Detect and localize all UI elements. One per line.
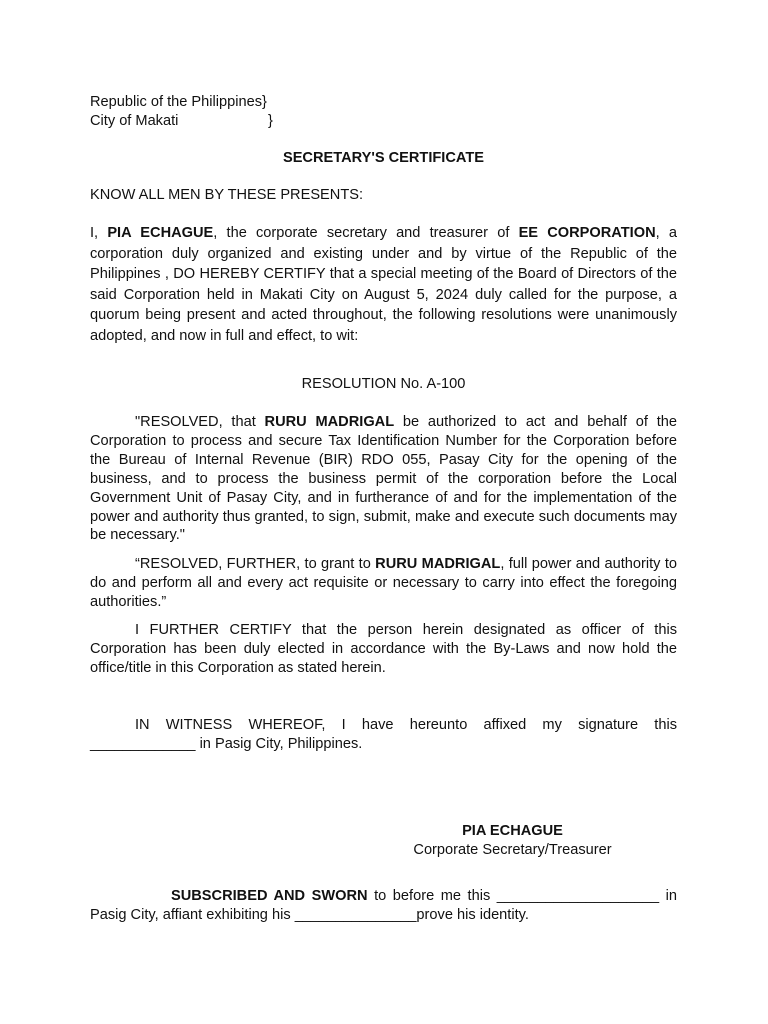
- document-page: [90, 0, 677, 1024]
- resolution-1-name: RURU MADRIGAL: [264, 414, 395, 430]
- resolution-1-text-2: be authorized to act and behalf of the Corporation to process and secure Tax Identification Number for the Corporation before the Bureau of Internal Revenue (BIR) RDO 055, Pasay City for the opening of the business, and to process the business permit of the corporation before the Local Government Unit of Pasay City, and in furtherance of and for the implementation of the power and authority thus granted, to sign, submit, make and execute such documents may be necessary.": [90, 414, 677, 544]
- signatory-name: PIA ECHAGUE: [462, 823, 563, 839]
- document-title: SECRETARY'S CERTIFICATE: [282, 150, 485, 166]
- venue-city-name: City of Makati: [90, 113, 179, 129]
- jurat-line-1-rest: to before me this ____________________ in: [367, 888, 677, 904]
- intro-text-3: , a corporation duly organized and existing under and by virtue of the Republic of the Philippines , DO HEREBY CERTIFY that a special meeting of the Board of Directors of the said Corporation held in Makati City on August 5, 2024 duly called for the purpose, a quorum being present and acted throughout, the following resolutions were unanimously adopted, and now in full and effect, to wit:: [90, 225, 677, 344]
- jurat-line-1: [171, 887, 677, 906]
- venue-city: [90, 112, 273, 131]
- venue-city-brace: }: [268, 113, 273, 129]
- intro-paragraph: [90, 223, 677, 346]
- venue-republic: Republic of the Philippines}: [90, 94, 267, 110]
- witness-paragraph: IN WITNESS WHEREOF, I have hereunto affixed my signature this _____________ in Pasig City, Philippines.: [90, 717, 677, 752]
- intro-text-1: I,: [90, 225, 108, 241]
- resolution-1: [90, 413, 677, 545]
- secretary-name: PIA ECHAGUE: [107, 225, 214, 241]
- further-certify-paragraph: I FURTHER CERTIFY that the person herein designated as officer of this Corporation has been duly elected in accordance with the By-Laws and now hold the office/title in this Corporation as stated herein.: [90, 622, 677, 676]
- resolution-2: [90, 555, 677, 612]
- intro-text-2: , the corporate secretary and treasurer of: [213, 225, 519, 241]
- resolution-title: RESOLUTION No. A-100: [301, 376, 466, 392]
- resolution-2-name: RURU MADRIGAL: [375, 556, 501, 572]
- jurat-line-2: Pasig City, affiant exhibiting his _______________prove his identity.: [90, 907, 529, 923]
- resolution-2-text-1: “RESOLVED, FURTHER, to grant to: [135, 556, 376, 572]
- greeting: KNOW ALL MEN BY THESE PRESENTS:: [90, 187, 364, 203]
- corporation-name: EE CORPORATION: [518, 225, 656, 241]
- jurat-bold: SUBSCRIBED AND SWORN: [171, 888, 368, 904]
- resolution-2-text-2: , full power and authority to do and perform all and every act requisite or necessary to carry into effect the foregoing authorities.”: [90, 556, 677, 610]
- signatory-title: Corporate Secretary/Treasurer: [413, 842, 612, 858]
- resolution-1-text-1: "RESOLVED, that: [135, 414, 265, 430]
